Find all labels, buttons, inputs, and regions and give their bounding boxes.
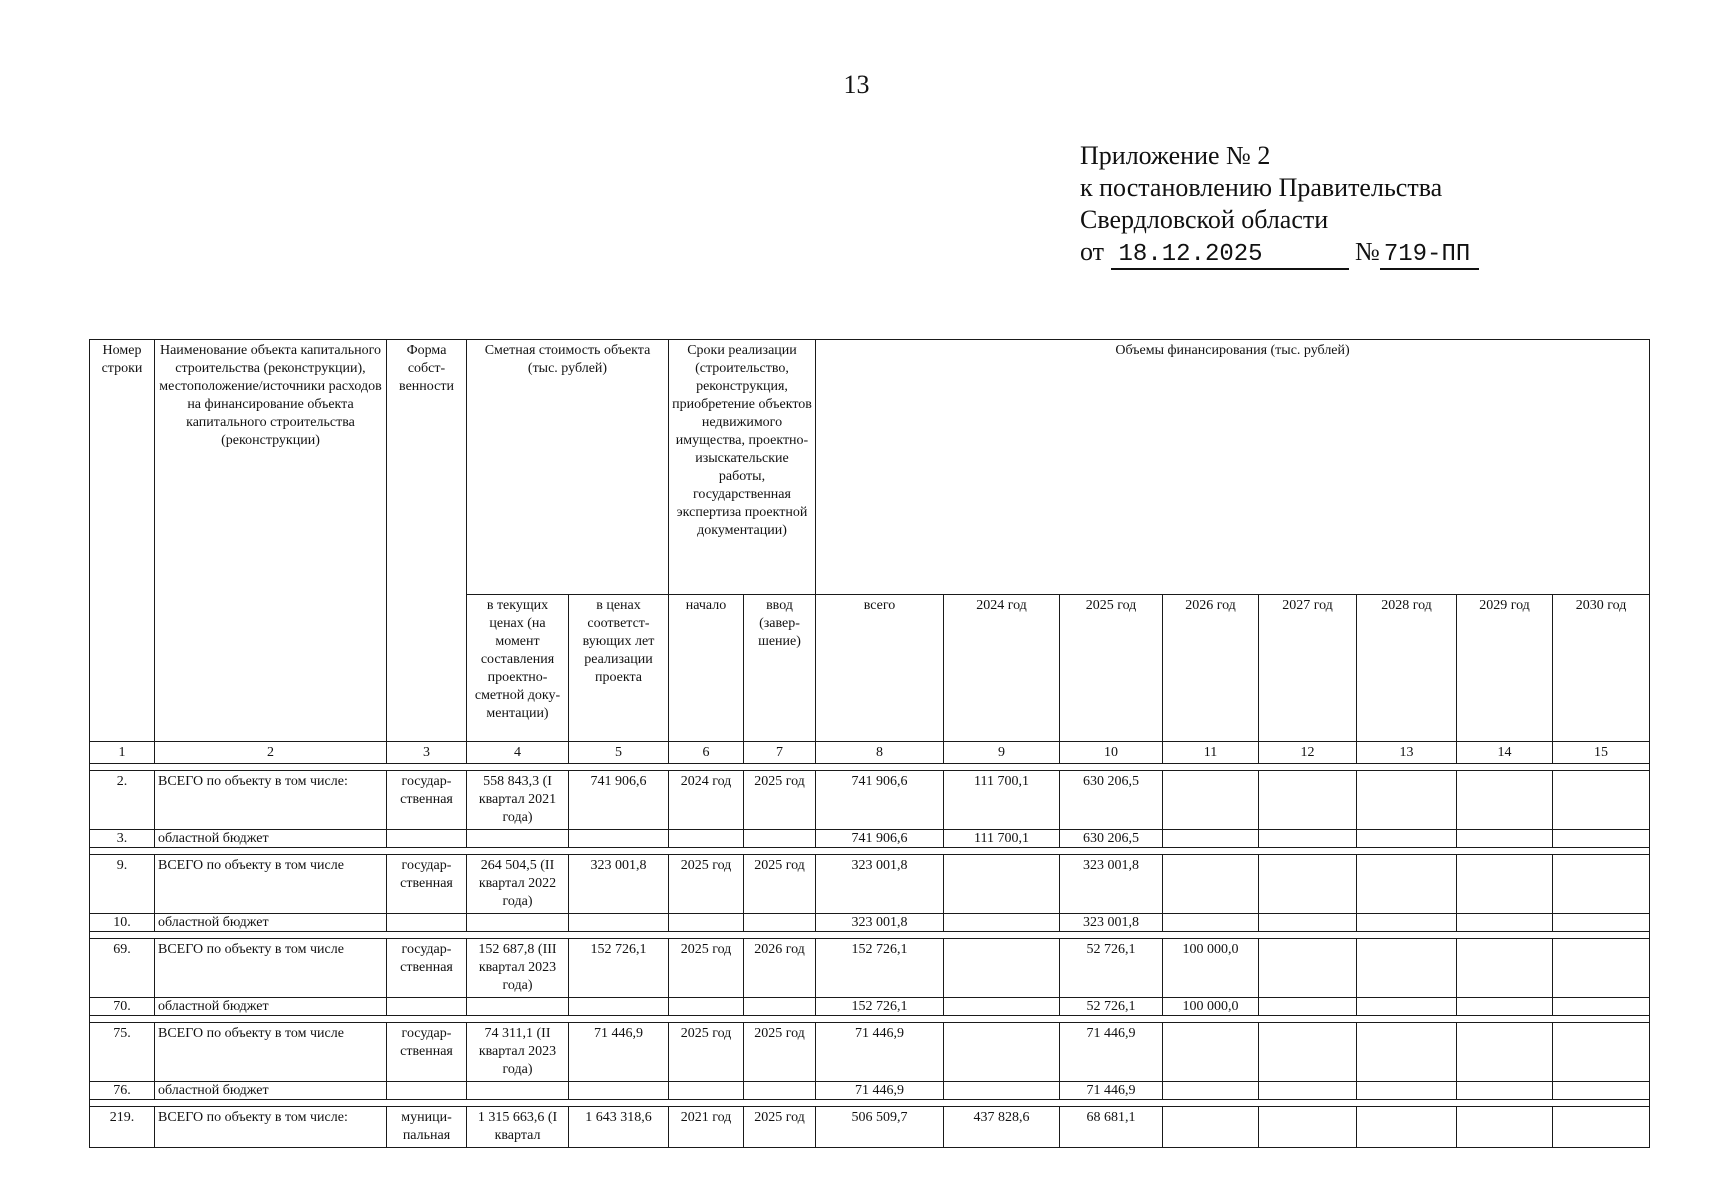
resolution-number: 719-ПП [1380,242,1479,270]
row-number-cell: 76. [90,1082,155,1100]
row-separator [90,932,1650,939]
y2025-cell: 68 681,1 [1060,1107,1163,1148]
y2029-cell [1457,1107,1553,1148]
ownership-cell [387,914,467,932]
cost-years-cell: 1 643 318,6 [569,1107,669,1148]
y2027-cell [1259,771,1357,830]
column-number: 15 [1553,742,1650,764]
y2029-cell [1457,771,1553,830]
table-row-budget [90,1082,1650,1100]
ownership-cell: государ-ственная [387,939,467,998]
appendix-line-2: к постановлению Правительства [1080,173,1443,202]
row-number-cell: 70. [90,998,155,1016]
finish-cell: 2025 год [744,1023,816,1082]
header-2027: 2027 год [1259,595,1357,742]
start-cell [669,830,744,848]
appendix-heading [1080,140,1479,270]
table-row-total [90,1023,1650,1082]
row-number-cell: 75. [90,1023,155,1082]
header-row-number: Номер строки [90,340,155,742]
ownership-cell [387,1082,467,1100]
y2024-cell [944,1082,1060,1100]
y2027-cell [1259,914,1357,932]
cost-years-cell [569,830,669,848]
appendix-line-1: Приложение № 2 [1080,141,1271,170]
cost-years-cell: 741 906,6 [569,771,669,830]
row-separator [90,848,1650,855]
y2030-cell [1553,830,1650,848]
row-separator-cell [90,1100,1650,1107]
start-cell: 2021 год [669,1107,744,1148]
y2024-cell: 111 700,1 [944,830,1060,848]
y2030-cell [1553,1082,1650,1100]
y2030-cell [1553,939,1650,998]
column-number: 9 [944,742,1060,764]
object-name-cell: ВСЕГО по объекту в том числе [155,855,387,914]
row-separator [90,764,1650,771]
date-prefix: от [1080,237,1105,266]
y2025-cell: 71 446,9 [1060,1082,1163,1100]
object-name-cell: областной бюджет [155,830,387,848]
start-cell: 2025 год [669,1023,744,1082]
total-cell: 152 726,1 [816,998,944,1016]
column-number: 10 [1060,742,1163,764]
header-cost-current: в текущих ценах (на момент составления проектно-сметной доку-ментации) [467,595,569,742]
column-number: 13 [1357,742,1457,764]
appendix-line-3: Свердловской области [1080,205,1329,234]
y2026-cell [1163,914,1259,932]
total-cell: 323 001,8 [816,855,944,914]
y2029-cell [1457,998,1553,1016]
total-cell: 741 906,6 [816,771,944,830]
y2028-cell [1357,914,1457,932]
total-cell: 152 726,1 [816,939,944,998]
header-2030: 2030 год [1553,595,1650,742]
y2030-cell [1553,855,1650,914]
cost-years-cell [569,914,669,932]
y2029-cell [1457,830,1553,848]
y2030-cell [1553,914,1650,932]
y2028-cell [1357,771,1457,830]
ownership-cell [387,830,467,848]
y2025-cell: 630 206,5 [1060,830,1163,848]
y2029-cell [1457,939,1553,998]
object-name-cell: ВСЕГО по объекту в том числе: [155,1107,387,1148]
start-cell: 2025 год [669,855,744,914]
y2029-cell [1457,1023,1553,1082]
y2024-cell [944,998,1060,1016]
y2028-cell [1357,1082,1457,1100]
header-2028: 2028 год [1357,595,1457,742]
table-row-budget [90,998,1650,1016]
y2026-cell [1163,855,1259,914]
row-number-cell: 69. [90,939,155,998]
header-cost-years: в ценах соответст-вующих лет реализации проекта [569,595,669,742]
header-2024: 2024 год [944,595,1060,742]
column-number: 14 [1457,742,1553,764]
start-cell: 2025 год [669,939,744,998]
table-row-total [90,1107,1650,1148]
cost-current-cell [467,830,569,848]
finish-cell: 2025 год [744,855,816,914]
object-name-cell: ВСЕГО по объекту в том числе: [155,771,387,830]
y2030-cell [1553,998,1650,1016]
column-number: 1 [90,742,155,764]
y2024-cell: 437 828,6 [944,1107,1060,1148]
total-cell: 506 509,7 [816,1107,944,1148]
ownership-cell [387,998,467,1016]
column-number: 5 [569,742,669,764]
finish-cell: 2026 год [744,939,816,998]
row-number-cell: 219. [90,1107,155,1148]
row-number-cell: 9. [90,855,155,914]
header-2029: 2029 год [1457,595,1553,742]
cost-current-cell: 558 843,3 (I квартал 2021 года) [467,771,569,830]
object-name-cell: ВСЕГО по объекту в том числе [155,1023,387,1082]
row-separator-cell [90,932,1650,939]
y2029-cell [1457,1082,1553,1100]
finish-cell: 2025 год [744,771,816,830]
financing-table [89,339,1650,1148]
cost-years-cell: 71 446,9 [569,1023,669,1082]
y2029-cell [1457,855,1553,914]
cost-years-cell: 323 001,8 [569,855,669,914]
header-row-1 [90,340,1650,595]
header-estimated-cost: Сметная стоимость объекта (тыс. рублей) [467,340,669,595]
y2027-cell [1259,1107,1357,1148]
ownership-cell: государ-ственная [387,771,467,830]
y2024-cell [944,939,1060,998]
finish-cell [744,998,816,1016]
y2024-cell: 111 700,1 [944,771,1060,830]
y2027-cell [1259,1023,1357,1082]
total-cell: 323 001,8 [816,914,944,932]
header-object-name: Наименование объекта капитального строительства (реконструкции), местоположение/источники расходов на финансирование объекта капитального строительства (реконструкции) [155,340,387,742]
column-number: 8 [816,742,944,764]
y2027-cell [1259,939,1357,998]
number-prefix: № [1355,237,1380,266]
table-row-total [90,939,1650,998]
y2026-cell [1163,771,1259,830]
total-cell: 741 906,6 [816,830,944,848]
appendix-date-line [1080,236,1479,270]
y2025-cell: 323 001,8 [1060,855,1163,914]
object-name-cell: областной бюджет [155,998,387,1016]
header-finish: ввод (завер-шение) [744,595,816,742]
start-cell [669,1082,744,1100]
start-cell [669,998,744,1016]
y2030-cell [1553,771,1650,830]
finish-cell [744,830,816,848]
row-number-cell: 10. [90,914,155,932]
header-ownership: Форма собст-венности [387,340,467,742]
object-name-cell: областной бюджет [155,1082,387,1100]
start-cell [669,914,744,932]
table-row-budget [90,830,1650,848]
row-separator-cell [90,764,1650,771]
object-name-cell: ВСЕГО по объекту в том числе [155,939,387,998]
y2026-cell [1163,830,1259,848]
row-separator [90,1100,1650,1107]
ownership-cell: государ-ственная [387,1023,467,1082]
cost-current-cell: 264 504,5 (II квартал 2022 года) [467,855,569,914]
y2026-cell: 100 000,0 [1163,939,1259,998]
y2027-cell [1259,998,1357,1016]
y2026-cell: 100 000,0 [1163,998,1259,1016]
y2025-cell: 52 726,1 [1060,998,1163,1016]
y2025-cell: 52 726,1 [1060,939,1163,998]
row-number-cell: 3. [90,830,155,848]
y2028-cell [1357,830,1457,848]
y2028-cell [1357,1023,1457,1082]
y2030-cell [1553,1023,1650,1082]
y2024-cell [944,1023,1060,1082]
cost-current-cell: 1 315 663,6 (I квартал [467,1107,569,1148]
y2025-cell: 323 001,8 [1060,914,1163,932]
y2027-cell [1259,1082,1357,1100]
start-cell: 2024 год [669,771,744,830]
column-number: 2 [155,742,387,764]
column-number: 11 [1163,742,1259,764]
header-financing: Объемы финансирования (тыс. рублей) [816,340,1650,595]
header-terms: Сроки реализации (строительство, реконструкция, приобретение объектов недвижимого имущества, проектно-изыскательские работы, государственная экспертиза проектной документации) [669,340,816,595]
y2030-cell [1553,1107,1650,1148]
total-cell: 71 446,9 [816,1023,944,1082]
header-start: начало [669,595,744,742]
cost-current-cell: 74 311,1 (II квартал 2023 года) [467,1023,569,1082]
cost-current-cell [467,998,569,1016]
finish-cell [744,914,816,932]
column-number: 12 [1259,742,1357,764]
finish-cell: 2025 год [744,1107,816,1148]
cost-years-cell: 152 726,1 [569,939,669,998]
y2027-cell [1259,830,1357,848]
cost-current-cell: 152 687,8 (III квартал 2023 года) [467,939,569,998]
table-row-total [90,855,1650,914]
cost-years-cell [569,1082,669,1100]
cost-current-cell [467,914,569,932]
header-2026: 2026 год [1163,595,1259,742]
table-row-total [90,771,1650,830]
row-separator [90,1016,1650,1023]
y2026-cell [1163,1107,1259,1148]
y2026-cell [1163,1082,1259,1100]
y2028-cell [1357,939,1457,998]
column-number: 3 [387,742,467,764]
row-separator-cell [90,848,1650,855]
column-number: 7 [744,742,816,764]
table-row-budget [90,914,1650,932]
header-2025: 2025 год [1060,595,1163,742]
y2028-cell [1357,1107,1457,1148]
resolution-date: 18.12.2025 [1111,242,1349,270]
column-number: 4 [467,742,569,764]
row-separator-cell [90,1016,1650,1023]
y2029-cell [1457,914,1553,932]
cost-years-cell [569,998,669,1016]
y2024-cell [944,914,1060,932]
row-number-cell: 2. [90,771,155,830]
page-number: 13 [843,70,870,99]
ownership-cell: муници-пальная [387,1107,467,1148]
header-total: всего [816,595,944,742]
total-cell: 71 446,9 [816,1082,944,1100]
column-number-row [90,742,1650,764]
cost-current-cell [467,1082,569,1100]
y2028-cell [1357,998,1457,1016]
ownership-cell: государ-ственная [387,855,467,914]
finish-cell [744,1082,816,1100]
y2025-cell: 71 446,9 [1060,1023,1163,1082]
column-number: 6 [669,742,744,764]
y2028-cell [1357,855,1457,914]
y2026-cell [1163,1023,1259,1082]
object-name-cell: областной бюджет [155,914,387,932]
y2024-cell [944,855,1060,914]
y2025-cell: 630 206,5 [1060,771,1163,830]
y2027-cell [1259,855,1357,914]
